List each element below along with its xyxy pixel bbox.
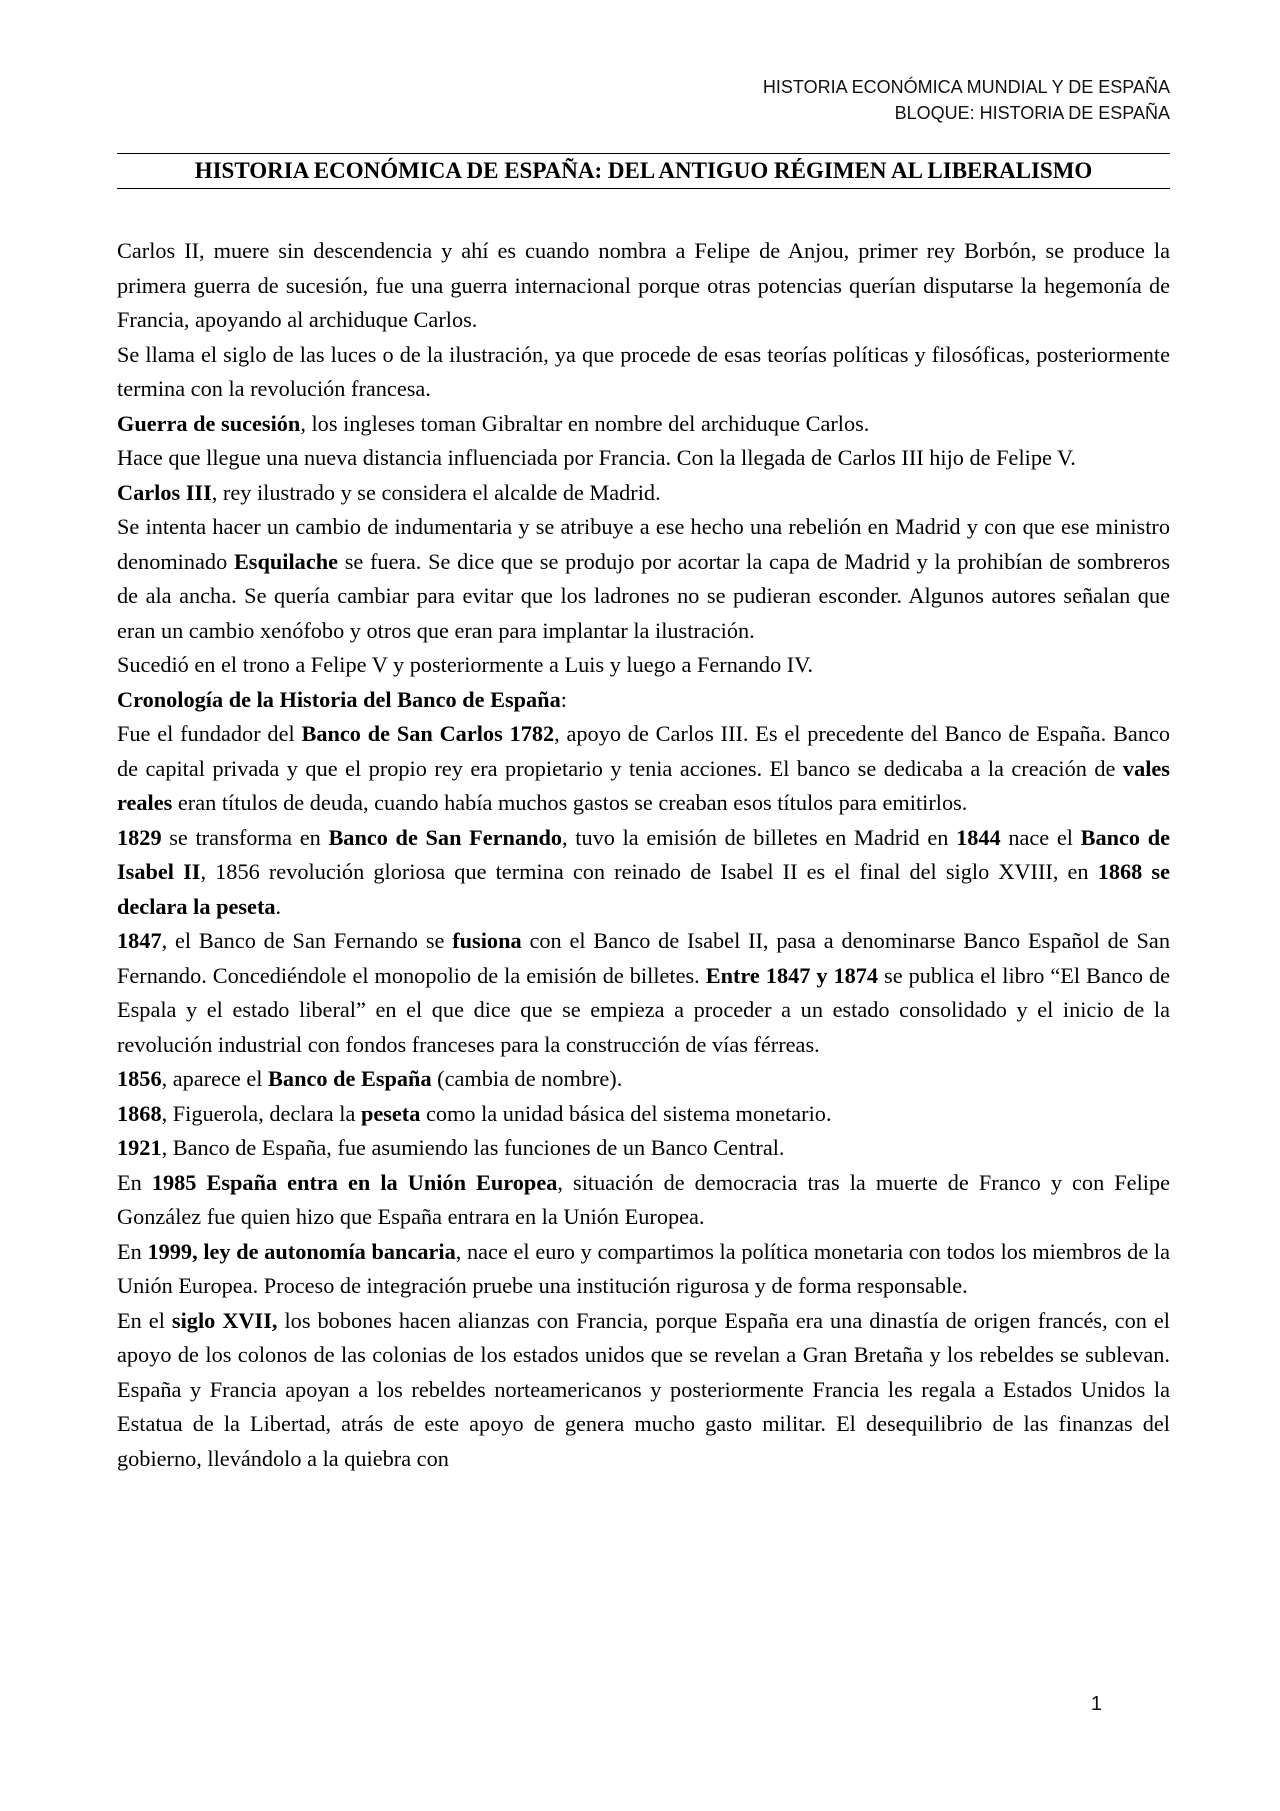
bold-text-run: 1985 España entra en la Unión Europea <box>151 1169 558 1195</box>
body-paragraph <box>117 717 1170 821</box>
bold-text-run: siglo XVII, <box>171 1307 278 1333</box>
text-run: Fue el fundador del <box>117 721 302 746</box>
text-run: se transforma en <box>161 824 329 850</box>
body-paragraph <box>117 1235 1170 1304</box>
page-number: 1 <box>1090 1693 1102 1715</box>
bold-text-run: Banco de San Carlos 1782 <box>301 721 555 746</box>
bold-text-run: 1847 <box>117 928 162 953</box>
text-run: , situación de democracia tras la muerte de Franco y con Felipe González fue quien hizo que España entrara en la Unión Europea. <box>117 1169 1171 1229</box>
text-run: se fuera. Se dice que se produjo por acortar la capa de Madrid y la prohibían de sombreros de ala ancha. Se quería cambiar para evitar que los ladrones no se pudieran esconder. Algunos autores señalan que eran un cambio xenófobo y otros que eran para implantar la ilustración. <box>117 548 1171 643</box>
text-run: nace el <box>1000 824 1081 850</box>
body-paragraph <box>117 1304 1170 1477</box>
bold-text-run: Banco de España <box>268 1066 432 1091</box>
body-paragraph <box>117 1131 1170 1166</box>
title-block <box>117 153 1170 189</box>
bold-text-run: 1999, ley de autonomía bancaria <box>147 1238 456 1264</box>
text-run: , el Banco de San Fernando se <box>161 928 453 953</box>
text-run: con el Banco de Isabel II, pasa a denominarse Banco Español de San Fernando. Concediéndole el monopolio de la emisión de billetes. <box>117 928 1170 988</box>
document-title: HISTORIA ECONÓMICA DE ESPAÑA: DEL ANTIGUO RÉGIMEN AL LIBERALISMO <box>194 158 1093 183</box>
bold-text-run: Banco de Isabel II <box>117 824 1171 884</box>
page-header <box>370 74 1170 126</box>
bold-text-run: 1844 <box>956 824 1001 850</box>
text-run: , tuvo la emisión de billetes en Madrid en <box>562 824 957 850</box>
bold-text-run: 1921 <box>117 1135 162 1160</box>
body-paragraph <box>117 1097 1170 1132</box>
bold-text-run: 1868 <box>117 1100 162 1126</box>
bold-text-run: Banco de San Fernando <box>328 824 563 850</box>
text-run: como la unidad básica del sistema monetario. <box>420 1100 832 1126</box>
body-paragraph <box>117 821 1170 925</box>
bold-text-run: Cronología de la Historia del Banco de España <box>117 686 561 712</box>
text-run: Se llama el siglo de las luces o de la ilustración, ya que procede de esas teorías políticas y filosóficas, posteriormente termina con la revolución francesa. <box>117 341 1170 401</box>
text-run: , nace el euro y compartimos la política monetaria con todos los miembros de la Unión Europea. Proceso de integración pruebe una institución rigurosa y de forma responsable. <box>117 1238 1171 1298</box>
text-run: En <box>117 1238 148 1264</box>
body-paragraph <box>117 407 1170 442</box>
text-run: , apoyo de Carlos III. Es el precedente del Banco de España. Banco de capital privada y que el propio rey era propietario y tenia acciones. El banco se dedicaba a la creación de <box>117 721 1170 781</box>
body-paragraph <box>117 441 1170 476</box>
text-run: Se intenta hacer un cambio de indumentaria y se atribuye a ese hecho una rebelión en Madrid y con que ese ministro denominado <box>117 514 1170 574</box>
bold-text-run: 1829 <box>117 824 162 850</box>
text-run: (cambia de nombre). <box>431 1066 623 1091</box>
text-run: , Banco de España, fue asumiendo las funciones de un Banco Central. <box>161 1135 785 1160</box>
text-run: se publica el libro “El Banco de Espala y el estado liberal” en el que dice que se empieza a proceder a un estado consolidado y el inicio de la revolución industrial con fondos franceses para la construcción de vías férreas. <box>117 962 1170 1057</box>
body-paragraph <box>117 648 1170 683</box>
body-paragraph <box>117 1166 1170 1235</box>
text-run: , rey ilustrado y se considera el alcalde de Madrid. <box>211 479 661 505</box>
bold-text-run: vales reales <box>117 755 1170 815</box>
body-paragraph <box>117 338 1170 407</box>
body-paragraph <box>117 1062 1170 1097</box>
bold-text-run: Entre 1847 y 1874 <box>705 962 879 988</box>
body-paragraph <box>117 510 1170 648</box>
text-run: , los ingleses toman Gibraltar en nombre del archiduque Carlos. <box>300 410 870 436</box>
text-run: , Figuerola, declara la <box>161 1100 361 1126</box>
text-run: Sucedió en el trono a Felipe V y posteriormente a Luis y luego a Fernando IV. <box>117 652 814 677</box>
bold-text-run: Esquilache <box>233 548 339 574</box>
body-paragraph <box>117 476 1170 511</box>
text-run: : <box>560 686 567 712</box>
text-run: . <box>275 893 282 919</box>
body-paragraph <box>117 683 1170 718</box>
text-run: En el <box>117 1307 172 1333</box>
text-run: eran títulos de deuda, cuando había muchos gastos se creaban esos títulos para emitirlos. <box>172 790 968 815</box>
bold-text-run: Carlos III <box>117 479 212 505</box>
text-run: En <box>117 1169 152 1195</box>
header-line-1: HISTORIA ECONÓMICA MUNDIAL Y DE ESPAÑA <box>762 77 1170 97</box>
body-paragraph <box>117 924 1170 1062</box>
bold-text-run: 1868 se declara la peseta <box>117 859 1170 919</box>
document-body <box>117 234 1170 1476</box>
text-run: , 1856 revolución gloriosa que termina con reinado de Isabel II es el final del siglo XVIII, en <box>200 859 1098 884</box>
bold-text-run: peseta <box>360 1100 421 1126</box>
bold-text-run: 1856 <box>117 1066 162 1091</box>
bold-text-run: fusiona <box>452 928 522 953</box>
text-run: los bobones hacen alianzas con Francia, porque España era una dinastía de origen francés, con el apoyo de los colonos de las colonias de los estados unidos que se revelan a Gran Bretaña y los rebeldes se sublevan. España y Francia apoyan a los rebeldes norteamericanos y posteriormente Francia les regala a Estados Unidos la Estatua de la Libertad, atrás de este apoyo de genera mucho gasto militar. El desequilibrio de las finanzas del gobierno, llevándolo a la quiebra con <box>117 1307 1170 1471</box>
text-run: Carlos II, muere sin descendencia y ahí es cuando nombra a Felipe de Anjou, primer rey Borbón, se produce la primera guerra de sucesión, fue una guerra internacional porque otras potencias querían disputarse la hegemonía de Francia, apoyando al archiduque Carlos. <box>117 238 1170 332</box>
bold-text-run: Guerra de sucesión <box>117 410 301 436</box>
header-line-2: BLOQUE: HISTORIA DE ESPAÑA <box>894 103 1170 123</box>
body-paragraph <box>117 234 1170 338</box>
text-run: Hace que llegue una nueva distancia influenciada por Francia. Con la llegada de Carlos III hijo de Felipe V. <box>117 445 1076 470</box>
text-run: , aparece el <box>161 1066 269 1091</box>
